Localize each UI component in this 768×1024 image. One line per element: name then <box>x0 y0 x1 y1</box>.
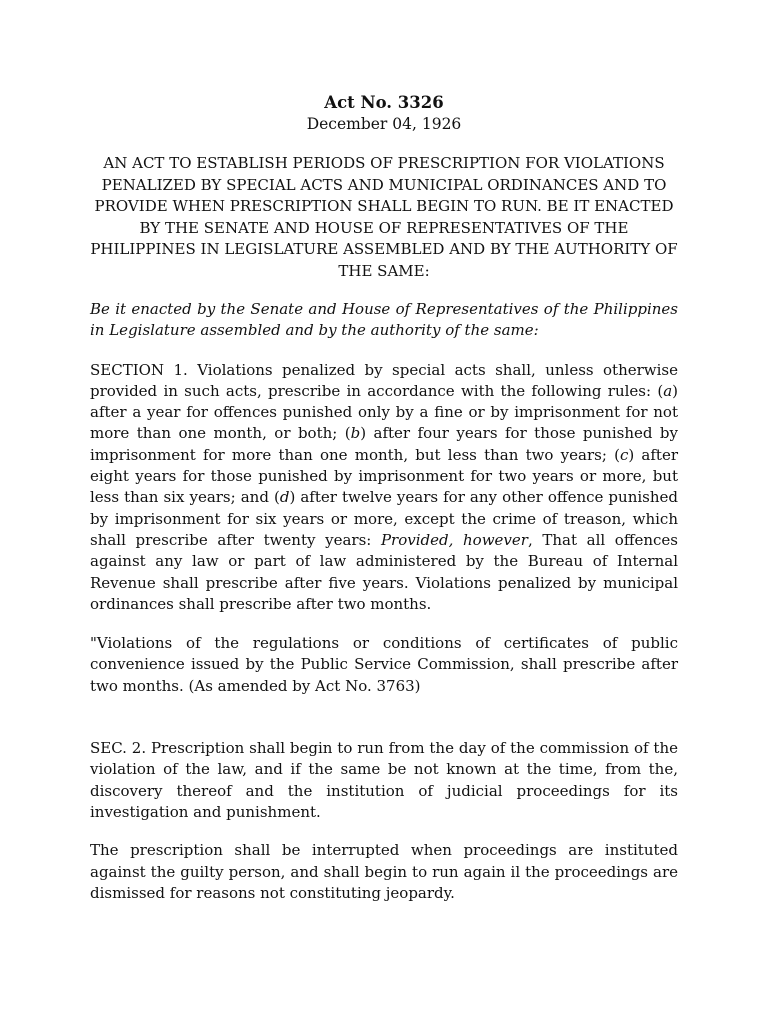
enacting-clause: Be it enacted by the Senate and House of Representatives of the Philippines in Legislature assembled and by the authority of the same: <box>90 300 678 340</box>
act-title: Act No. 3326 <box>324 93 444 112</box>
section-1-amendment-paragraph: "Violations of the regulations or conditions of certificates of public convenience issued by the Public Service Commission, shall prescribe after two months. (As amended by Act No. 3763) <box>90 634 678 695</box>
section-1-paragraph <box>90 360 678 616</box>
section-1-text-part: ) after four years for those punished by imprisonment for more than one month, but less than two years; ( <box>90 424 678 464</box>
section-2-paragraph: SEC. 2. Prescription shall begin to run from the day of the commission of the violation of the law, and if the same be not known at the time, from the, discovery thereof and the institution of judicial proceedings for its investigation and punishment. <box>90 739 678 821</box>
section-1-text-part: ) after eight years for those punished by imprisonment for two years or more, but less than six years; and ( <box>90 445 678 507</box>
clause-marker-d: d <box>279 488 290 507</box>
proviso-phrase: Provided, however <box>380 530 528 549</box>
clause-marker-a: a <box>663 381 673 400</box>
section-1-text-part: ) after twelve years for any other offence punished by imprisonment for six years or more, except the crime of treason, which shall prescribe after twenty years: <box>90 488 678 549</box>
act-date: December 04, 1926 <box>306 115 462 133</box>
document-header <box>90 92 678 282</box>
act-long-title: AN ACT TO ESTABLISH PERIODS OF PRESCRIPTION FOR VIOLATIONS PENALIZED BY SPECIAL ACTS AND MUNICIPAL ORDINANCES AND TO PROVIDE WHEN PRESCRIPTION SHALL BEGIN TO RUN. BE IT ENACTED BY THE SENATE AND HOUSE OF REPRESENTATIVES OF THE PHILIPPINES IN LEGISLATURE ASSEMBLED AND BY THE AUTHORITY OF THE SAME: <box>90 154 678 280</box>
section-1-text-part: ) after a year for offences punished only by a fine or by imprisonment for not more than one month, or both; ( <box>90 381 678 443</box>
section-2-interruption-paragraph: The prescription shall be interrupted when proceedings are instituted against the guilty person, and shall begin to run again il the proceedings are dismissed for reasons not constituting jeopardy. <box>90 841 678 902</box>
clause-marker-c: c <box>619 445 629 464</box>
document-page <box>90 92 678 904</box>
section-1-text-part: SECTION 1. Violations penalized by special acts shall, unless otherwise provided in such acts, prescribe in accordance with the following rules: ( <box>90 360 678 400</box>
clause-marker-b: b <box>350 424 361 443</box>
section-1-text-part: , That all offences against any law or part of law administered by the Bureau of Internal Revenue shall prescribe after five years. Violations penalized by municipal ordinances shall prescribe after two months. <box>90 530 678 613</box>
